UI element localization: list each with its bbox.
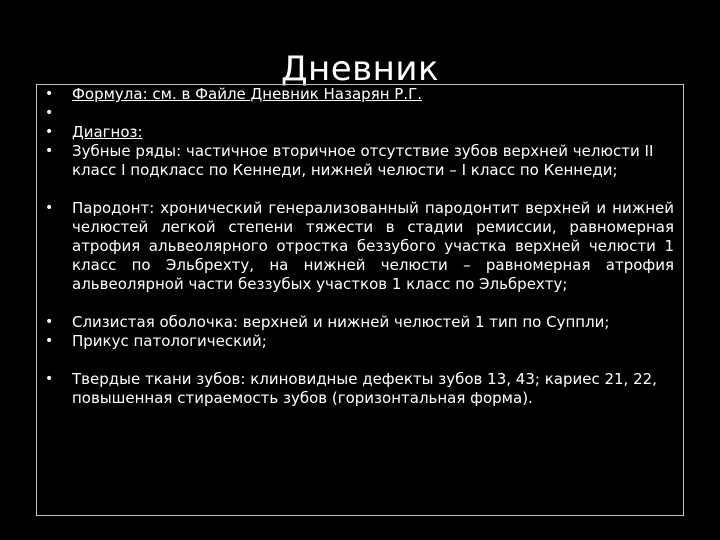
dentition-text: Зубные ряды: частичное вторичное отсутствие зубов верхней челюсти II класс I подкласс по Кеннеди, нижней челюсти – I класс по Кеннеди;: [72, 142, 654, 179]
diagnosis-heading: Диагноз:: [72, 123, 143, 141]
bullet-icon: •: [45, 200, 54, 216]
hard-tissues-text: Твердые ткани зубов: клиновидные дефекты зубов 13, 43; кариес 21, 22, повышенная стираемость зубов (горизонтальная форма).: [72, 370, 657, 407]
bullet-icon: •: [45, 371, 54, 387]
bite-text: Прикус патологический;: [72, 332, 267, 350]
list-item-empty: [28, 104, 674, 123]
list-item-hard-tissues: [28, 370, 674, 408]
bullet-icon: •: [45, 86, 54, 102]
list-item-diagnosis: [28, 123, 674, 142]
list-item-periodont: [28, 199, 674, 294]
mucosa-text: Слизистая оболочка: верхней и нижней челюстей 1 тип по Суппли;: [72, 313, 610, 331]
list-item-mucosa: [28, 313, 674, 332]
bullet-list: [28, 85, 674, 408]
formula-link[interactable]: Формула: см. в Файле Дневник Назарян Р.Г.: [72, 85, 423, 103]
list-item-dentition: [28, 142, 674, 180]
bullet-icon: •: [45, 333, 54, 349]
bullet-icon: •: [45, 124, 54, 140]
list-item-bite: [28, 332, 674, 351]
periodont-text: Пародонт: хронический генерализованный пародонтит верхней и нижней челюстей легкой степени тяжести в стадии ремиссии, равномерная атрофия альвеолярного отростка беззубого участка верхней челюсти 1 класс по Эльбрехту, на нижней челюсти – равномерная атрофия альвеолярной части беззубых участков 1 класс по Эльбрехту;: [72, 199, 674, 293]
bullet-icon: •: [45, 143, 54, 159]
slide-title: Дневник: [280, 48, 440, 89]
list-item-formula: [28, 85, 674, 104]
bullet-icon: •: [45, 105, 54, 121]
bullet-icon: •: [45, 314, 54, 330]
